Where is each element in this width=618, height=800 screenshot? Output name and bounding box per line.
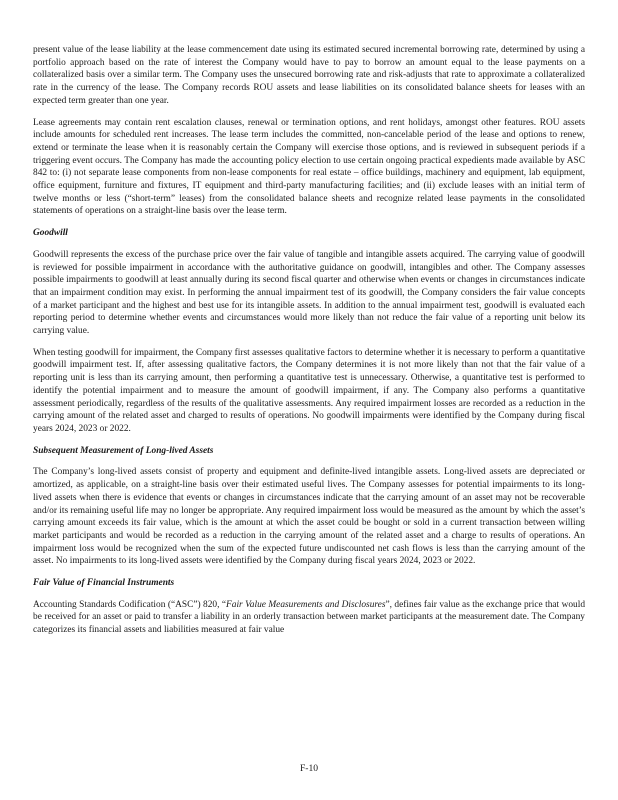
paragraph-long-lived-assets: The Company’s long-lived assets consist of property and equipment and definite-lived intangible assets. Long-lived assets are depreciated or amortized, as applicable, on a straight-line basis over their estimated useful lives. The Company assesses for potential impairments to its long-lived assets when there is evidence that events or changes in circumstances indicate that the carrying amount of an asset may not be recoverable and/or its remaining useful life may no longer be appropriate. Any required impairment loss would be measured as the amount by which the asset’s carrying amount exceeds its fair value, which is the amount at which the asset could be bought or sold in a current transaction between willing market participants and would be recorded as a reduction in the carrying amount of the related asset and a charge to results of operations. An impairment loss would be recognized when the sum of the expected future undiscounted net cash flows is less than the carrying amount of the asset. No impairments to its long-lived assets were identified by the Company during fiscal years 2024, 2023 or 2022.: [33, 467, 585, 567]
paragraph-lease-liability: present value of the lease liability at the lease commencement date using its estimated secured incremental borrowing rate, determined by using a portfolio approach based on the rate of interest the Company would have to pay to borrow an amount equal to the lease payments on a collateralized basis over a similar term. The Company uses the unsecured borrowing rate and risk-adjusts that rate to approximate a collateralized rate in the currency of the lease. The Company records ROU assets and lease liabilities on its consolidated balance sheets for leases with an expected term greater than one year.: [33, 45, 585, 106]
paragraph-lease-agreements: Lease agreements may contain rent escalation clauses, renewal or termination options, and rent holidays, amongst other features. ROU assets include amounts for scheduled rent increases. The lease term includes the committed, non-cancelable period of the lease and options to renew, extend or terminate the lease when it is reasonably certain the Company will exercise those options, and is reviewed in subsequent periods if a triggering event occurs. The Company has made the accounting policy election to use certain ongoing practical expedients made available by ASC 842 to: (i) not separate lease components from non-lease components for real estate – office buildings, machinery and equipment, lab equipment, office equipment, furniture and fixtures, IT equipment and third-party manufacturing facilities; and (ii) exclude leases with an initial term of twelve months or less (“short-term” leases) from the consolidated balance sheets and recognize related lease payments in the consolidated statements of operations on a straight-line basis over the lease term.: [33, 117, 585, 217]
paragraph-fair-value-italic-title: Fair Value Measurements and Disclosures: [226, 599, 386, 610]
section-heading-long-lived-assets: Subsequent Measurement of Long-lived Assets: [33, 445, 214, 456]
paragraph-fair-value-post: ”, defines fair value as the exchange price that would be received for an asset or paid to transfer a liability in an orderly transaction between market participants at the measurement date. The Company categorizes its financial assets and liabilities measured at fair value: [33, 599, 586, 636]
paragraph-fair-value: [33, 599, 585, 637]
paragraph-fair-value-pre: Accounting Standards Codification (“ASC”) 820, “: [33, 599, 227, 610]
section-heading-goodwill: Goodwill: [33, 228, 68, 239]
paragraph-goodwill-testing: When testing goodwill for impairment, the Company first assesses qualitative factors to determine whether it is necessary to perform a quantitative goodwill impairment test. If, after assessing qualitative factors, the Company determines it is not more likely than not that the fair value of a reporting unit is less than its carrying amount, then performing a quantitative test is unnecessary. Otherwise, a quantitative test is performed to identify the potential impairment and to measure the amount of goodwill impairment, if any. The Company also performs a quantitative assessment periodically, regardless of the results of the qualitative assessments. Any required impairment losses are recorded as a reduction in the carrying amount of the related asset and charged to results of operations. No goodwill impairments were identified by the Company during fiscal years 2024, 2023 or 2022.: [33, 347, 585, 434]
page-number: F-10: [299, 763, 319, 774]
document-body: [33, 44, 585, 646]
paragraph-goodwill-overview: Goodwill represents the excess of the purchase price over the fair value of tangible and intangible assets acquired. The carrying value of goodwill is reviewed for possible impairment in accordance with the authoritative guidance on goodwill, intangibles and other. The Company assesses possible impairments to goodwill at least annually during its second fiscal quarter and otherwise when events or changes in circumstances indicate that an impairment condition may exist. In performing the annual impairment test of its goodwill, the Company considers the fair value concepts of a market participant and the highest and best use for its intangible assets. In addition to the annual impairment test, goodwill is evaluated each reporting period to determine whether events and circumstances would more likely than not reduce the fair value of a reporting unit below its carrying value.: [33, 249, 585, 337]
section-heading-fair-value: Fair Value of Financial Instruments: [33, 578, 175, 589]
